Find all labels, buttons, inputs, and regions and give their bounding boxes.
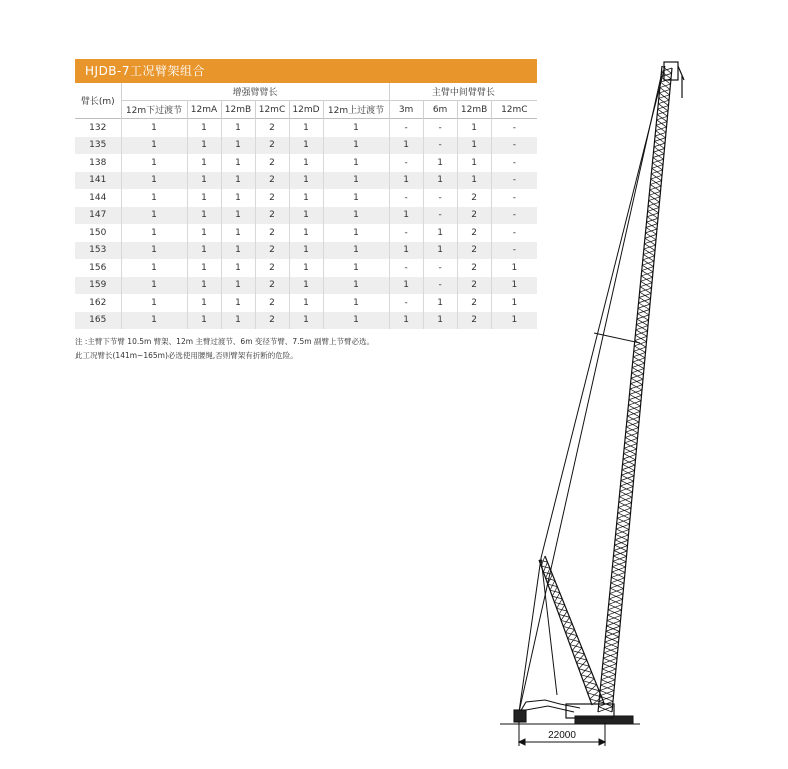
lattice-brace — [656, 127, 667, 131]
table-cell: 1 — [491, 294, 537, 312]
group-header-reinforced: 增强臂臂长 — [121, 83, 389, 101]
table-cell: 1 — [323, 154, 389, 172]
lattice-brace — [631, 374, 643, 378]
table-cell: 1 — [121, 277, 187, 295]
lattice-brace — [621, 476, 634, 481]
column-header: 12mC — [491, 101, 537, 119]
table-cell: 1 — [389, 137, 423, 155]
lattice-brace — [612, 567, 626, 572]
table-cell: 1 — [289, 259, 323, 277]
column-header: 12mC — [255, 101, 289, 119]
lattice-brace — [658, 106, 669, 110]
main-boom — [598, 66, 672, 712]
lattice-brace — [652, 159, 663, 163]
lattice-brace — [637, 315, 649, 319]
table-cell: 1 — [323, 207, 389, 225]
lattice-brace — [633, 358, 645, 362]
table-cell: 1 — [187, 189, 221, 207]
table-cell: 1 — [121, 224, 187, 242]
lattice-brace — [659, 95, 670, 98]
table-cell: 2 — [255, 172, 289, 190]
lattice-brace — [611, 572, 625, 577]
table-cell: 1 — [221, 119, 255, 137]
table-cell: 1 — [389, 242, 423, 260]
table-cell: 1 — [221, 242, 255, 260]
table-cell: 1 — [323, 137, 389, 155]
table-cell: 1 — [187, 224, 221, 242]
lattice-brace — [630, 385, 643, 389]
lattice-brace — [627, 411, 640, 415]
table-cell: 2 — [255, 137, 289, 155]
lattice-brace — [557, 599, 563, 608]
table-cell: 1 — [221, 312, 255, 330]
table-cell: 1 — [323, 277, 389, 295]
column-header: 12m下过渡节 — [121, 101, 187, 119]
table-cell: 1 — [457, 154, 491, 172]
table-cell: 1 — [289, 172, 323, 190]
table-cell: 1 — [121, 312, 187, 330]
table-title: HJDB-7工况臂架组合 — [75, 59, 537, 83]
table-cell: - — [423, 207, 457, 225]
lattice-brace — [616, 524, 629, 529]
lattice-brace — [646, 224, 658, 228]
table-cell: - — [389, 259, 423, 277]
dimension-label: 22000 — [548, 730, 576, 741]
lattice-brace — [610, 589, 624, 594]
lattice-brace — [622, 465, 635, 470]
table-cell: 1 — [187, 172, 221, 190]
table-cell: 1 — [187, 294, 221, 312]
table-cell: 1 — [221, 154, 255, 172]
table-cell: 1 — [221, 277, 255, 295]
lattice-brace — [645, 234, 657, 238]
table-cell: 2 — [255, 312, 289, 330]
table-cell: 1 — [491, 312, 537, 330]
row-boom-length: 144 — [75, 189, 121, 207]
column-header: 12mD — [289, 101, 323, 119]
table-cell: 2 — [457, 207, 491, 225]
lattice-brace — [612, 562, 626, 567]
table-cell: 2 — [255, 119, 289, 137]
lattice-brace — [624, 449, 637, 454]
lattice-brace — [639, 299, 651, 303]
table-cell: 1 — [187, 119, 221, 137]
table-cell: 1 — [289, 294, 323, 312]
table-cell: 1 — [289, 137, 323, 155]
lattice-brace — [621, 471, 634, 476]
lattice-brace — [610, 583, 624, 588]
lattice-brace — [647, 213, 658, 217]
lattice-brace — [655, 132, 666, 136]
table-cell: 1 — [289, 312, 323, 330]
lattice-brace — [640, 283, 652, 287]
table-cell: 2 — [255, 294, 289, 312]
lattice-brace — [651, 170, 662, 174]
table-cell: 2 — [457, 224, 491, 242]
lattice-brace — [618, 508, 631, 513]
table-cell: 1 — [221, 207, 255, 225]
table-cell: 1 — [389, 172, 423, 190]
lattice-brace — [632, 363, 644, 367]
lattice-brace — [641, 277, 653, 281]
lattice-brace — [656, 122, 667, 126]
table-cell: 1 — [121, 259, 187, 277]
lattice-brace — [613, 551, 627, 556]
lattice-brace — [617, 519, 630, 524]
lattice-brace — [566, 623, 573, 632]
table-cell: 1 — [423, 294, 457, 312]
lattice-brace — [653, 149, 664, 153]
lattice-brace — [633, 352, 645, 356]
lattice-brace — [632, 369, 644, 373]
table-cell: - — [389, 154, 423, 172]
lattice-brace — [641, 272, 653, 276]
lattice-brace — [631, 379, 643, 383]
lattice-brace — [636, 320, 648, 324]
table-cell: 2 — [457, 294, 491, 312]
table-cell: 2 — [457, 242, 491, 260]
lattice-brace — [620, 487, 633, 492]
lattice-brace — [613, 556, 627, 561]
table-cell: 2 — [255, 224, 289, 242]
table-cell: - — [389, 119, 423, 137]
lattice-brace — [619, 497, 632, 502]
table-cell: 2 — [457, 189, 491, 207]
lattice-brace — [628, 406, 641, 410]
lattice-brace — [626, 422, 639, 426]
lattice-brace — [554, 593, 559, 603]
table-cell: 2 — [457, 277, 491, 295]
table-cell: 1 — [491, 259, 537, 277]
table-cell: 1 — [221, 172, 255, 190]
lattice-brace — [642, 267, 654, 271]
row-boom-length: 162 — [75, 294, 121, 312]
table-cell: 1 — [187, 154, 221, 172]
lattice-brace — [617, 513, 630, 518]
table-cell: 1 — [121, 137, 187, 155]
lattice-brace — [635, 336, 647, 340]
table-cell: 1 — [187, 242, 221, 260]
table-cell: 1 — [289, 224, 323, 242]
lattice-brace — [588, 685, 597, 693]
table-cell: - — [423, 259, 457, 277]
table-cell: - — [491, 189, 537, 207]
table-cell: 1 — [121, 119, 187, 137]
table-cell: 1 — [323, 172, 389, 190]
table-cell: 2 — [457, 259, 491, 277]
table-cell: 1 — [289, 154, 323, 172]
lattice-brace — [629, 390, 642, 394]
row-boom-length: 153 — [75, 242, 121, 260]
lattice-brace — [624, 444, 637, 449]
lattice-brace — [579, 660, 587, 669]
row-boom-length: 150 — [75, 224, 121, 242]
lattice-brace — [642, 261, 654, 265]
table-cell: 1 — [121, 154, 187, 172]
table-cell: 1 — [423, 242, 457, 260]
lattice-brace — [636, 326, 648, 330]
lattice-brace — [657, 116, 668, 120]
lattice-brace — [563, 617, 569, 626]
table-cell: - — [491, 224, 537, 242]
table-cell: 2 — [255, 259, 289, 277]
lattice-brace — [655, 138, 666, 142]
lattice-brace — [574, 648, 582, 657]
lattice-brace — [559, 605, 565, 614]
table-cell: - — [491, 137, 537, 155]
lattice-brace — [650, 181, 661, 185]
lattice-brace — [660, 84, 671, 87]
lattice-brace — [639, 293, 651, 297]
lattice-brace — [626, 428, 639, 433]
table-cell: - — [423, 277, 457, 295]
lattice-brace — [643, 250, 655, 254]
lattice-brace — [583, 672, 592, 680]
row-boom-length: 141 — [75, 172, 121, 190]
lattice-brace — [640, 288, 652, 292]
row-boom-length: 132 — [75, 119, 121, 137]
lattice-brace — [585, 679, 594, 687]
table-cell: 1 — [323, 294, 389, 312]
lattice-brace — [614, 546, 628, 551]
column-header: 3m — [389, 101, 423, 119]
table-cell: 1 — [423, 154, 457, 172]
column-header: 12mB — [221, 101, 255, 119]
lattice-brace — [637, 310, 649, 314]
table-cell: 1 — [221, 294, 255, 312]
lattice-brace — [627, 417, 640, 421]
counterweight-arm — [514, 700, 580, 722]
table-cell: 1 — [187, 312, 221, 330]
table-cell: 1 — [389, 277, 423, 295]
row-boom-length: 135 — [75, 137, 121, 155]
table-cell: - — [491, 172, 537, 190]
row-boom-length: 138 — [75, 154, 121, 172]
table-cell: 1 — [187, 207, 221, 225]
lattice-brace — [609, 599, 623, 604]
lattice-brace — [611, 578, 625, 583]
lattice-brace — [615, 540, 628, 545]
table-cell: 1 — [323, 242, 389, 260]
lattice-brace — [618, 503, 631, 508]
lattice-brace — [550, 581, 555, 591]
lattice-brace — [645, 229, 657, 233]
column-header: 6m — [423, 101, 457, 119]
lattice-brace — [651, 175, 662, 179]
table-cell: 2 — [255, 189, 289, 207]
table-cell: - — [423, 137, 457, 155]
lattice-brace — [570, 636, 577, 645]
table-cell: 1 — [389, 207, 423, 225]
group-header-main-middle: 主臂中间臂臂长 — [389, 83, 537, 101]
lattice-brace — [623, 454, 636, 459]
table-cell: - — [389, 294, 423, 312]
table-cell: 1 — [457, 119, 491, 137]
lattice-brace — [644, 245, 656, 249]
lattice-brace — [654, 143, 665, 147]
lattice-brace — [657, 111, 668, 115]
table-cell: 1 — [323, 312, 389, 330]
column-header: 12mA — [187, 101, 221, 119]
row-boom-length: 147 — [75, 207, 121, 225]
lattice-brace — [568, 630, 575, 639]
lattice-brace — [552, 587, 557, 597]
lattice-brace — [658, 100, 669, 103]
lattice-brace — [648, 202, 659, 206]
lattice-brace — [625, 433, 638, 438]
table-cell: - — [389, 224, 423, 242]
table-cell: 2 — [457, 312, 491, 330]
table-cell: 1 — [323, 224, 389, 242]
lattice-brace — [615, 535, 628, 540]
row-boom-length: 156 — [75, 259, 121, 277]
table-cell: - — [491, 119, 537, 137]
lattice-brace — [649, 197, 660, 201]
table-cell: - — [491, 154, 537, 172]
table-cell: 1 — [221, 259, 255, 277]
lattice-brace — [625, 438, 638, 443]
lattice-brace — [644, 240, 656, 244]
lattice-brace — [628, 401, 641, 405]
table-cell: 1 — [121, 207, 187, 225]
table-cell: - — [423, 189, 457, 207]
table-cell: 1 — [389, 312, 423, 330]
table-cell: 1 — [121, 172, 187, 190]
table-cell: 1 — [323, 189, 389, 207]
lattice-brace — [652, 165, 663, 169]
table-cell: 1 — [221, 137, 255, 155]
lattice-brace — [561, 611, 567, 620]
lattice-brace — [661, 68, 672, 71]
lattice-brace — [629, 395, 642, 399]
table-cell: 1 — [289, 242, 323, 260]
table-cell: 1 — [187, 259, 221, 277]
table-cell: - — [491, 207, 537, 225]
table-cell: 1 — [423, 172, 457, 190]
lattice-brace — [659, 89, 670, 92]
table-cell: 1 — [187, 277, 221, 295]
lattice-brace — [581, 666, 589, 675]
table-cell: 1 — [289, 277, 323, 295]
lattice-brace — [572, 642, 579, 651]
table-cell: 1 — [323, 119, 389, 137]
lattice-brace — [577, 654, 585, 663]
lattice-brace — [650, 186, 661, 190]
table-cell: 2 — [255, 242, 289, 260]
table-cell: 1 — [289, 119, 323, 137]
table-cell: 1 — [457, 172, 491, 190]
lattice-brace — [648, 208, 659, 212]
lattice-brace — [616, 530, 629, 535]
table-cell: 2 — [255, 207, 289, 225]
lattice-brace — [609, 594, 623, 599]
table-cell: 1 — [457, 137, 491, 155]
table-cell: 1 — [121, 189, 187, 207]
lattice-brace — [634, 347, 646, 351]
lattice-brace — [623, 460, 636, 465]
lattice-brace — [620, 481, 633, 486]
lattice-brace — [635, 331, 647, 335]
table-cell: 1 — [121, 294, 187, 312]
column-header-boom-length: 臂长(m) — [75, 83, 121, 119]
table-cell: - — [491, 242, 537, 260]
table-cell: - — [423, 119, 457, 137]
table-cell: 1 — [221, 224, 255, 242]
table-cell: 1 — [289, 189, 323, 207]
table-cell: 1 — [187, 137, 221, 155]
lattice-brace — [649, 191, 660, 195]
table-cell: 1 — [323, 259, 389, 277]
note-line-2: 此工况臂长(141m~165m)必选使用腰绳,否则臂架有折断的危险。 — [75, 351, 298, 360]
lattice-brace — [638, 304, 650, 308]
lattice-brace — [619, 492, 632, 497]
column-header: 12m上过渡节 — [323, 101, 389, 119]
column-header: 12mB — [457, 101, 491, 119]
table-cell: 1 — [289, 207, 323, 225]
note-line-1: 注 :主臂下节臂 10.5m 臂架、12m 主臂过渡节、6m 变径节臂、7.5m 副臂上节臂必选。 — [75, 337, 374, 346]
table-cell: - — [389, 189, 423, 207]
table-cell: 1 — [491, 277, 537, 295]
lattice-brace — [653, 154, 664, 158]
table-cell: 2 — [255, 154, 289, 172]
table-cell: 1 — [221, 189, 255, 207]
row-boom-length: 165 — [75, 312, 121, 330]
table-cell: 1 — [121, 242, 187, 260]
table-cell: 1 — [423, 224, 457, 242]
lattice-brace — [643, 256, 655, 260]
lattice-brace — [647, 218, 658, 222]
table-cell: 1 — [423, 312, 457, 330]
pendant-lines — [519, 66, 665, 712]
lattice-brace — [590, 691, 599, 699]
table-cell: 2 — [255, 277, 289, 295]
row-boom-length: 159 — [75, 277, 121, 295]
